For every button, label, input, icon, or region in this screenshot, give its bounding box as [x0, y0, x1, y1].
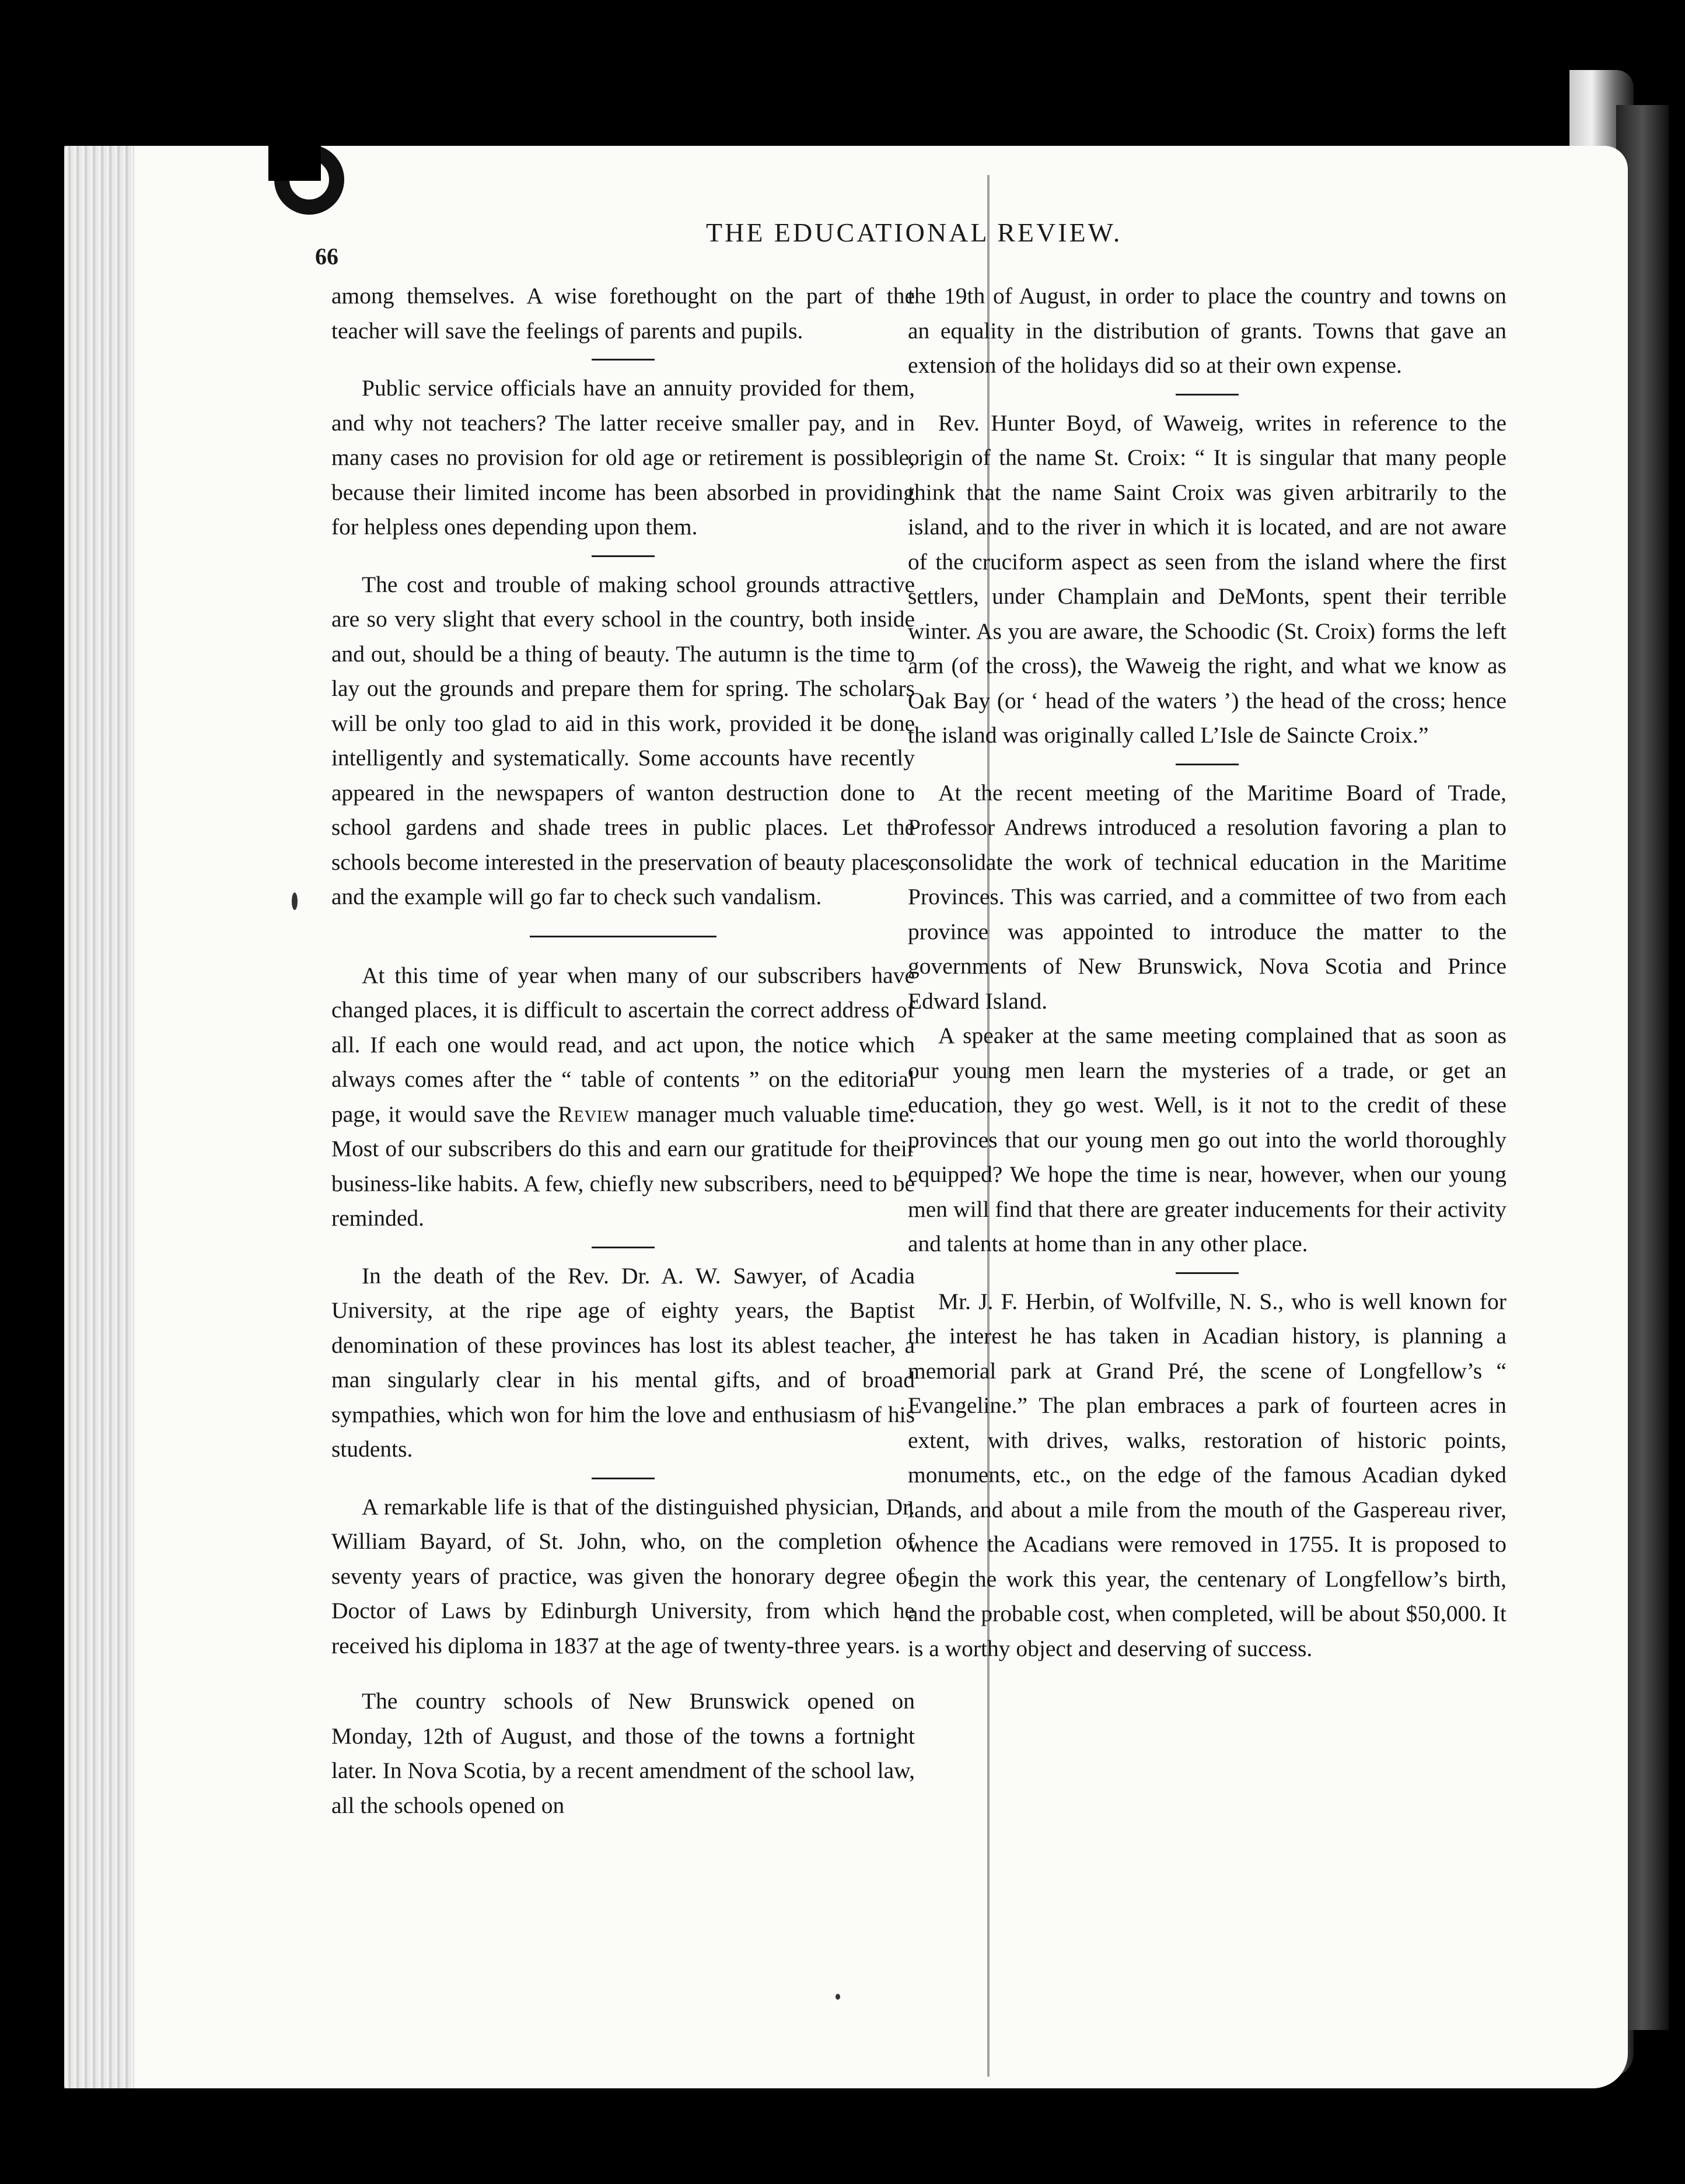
page-number: 66 — [315, 243, 338, 270]
page-edge-left — [64, 146, 134, 2088]
paragraph-left-2: Public service officials have an annuity provided for them, and why not teachers? The latter receive smaller pay, and in many cases no provision for old age or retirement is possible, because their limited income has been absorbed in providing for helpless ones depending upon them. — [331, 375, 915, 540]
left-column — [331, 279, 915, 1823]
page-header — [315, 217, 1540, 270]
paragraph-left-7: The country schools of New Brunswick opened on Monday, 12th of August, and those of the towns a fortnight later. In Nova Scotia, by a recent amendment of the school law, all the schools opened on — [331, 1688, 915, 1818]
paragraph-right-1: the 19th of August, in order to place the country and towns on an equality in the distribution of grants. Towns that gave an extension of the holidays did so at their own expense. — [908, 283, 1506, 378]
ring-shadow — [268, 134, 321, 181]
margin-speck — [292, 892, 298, 910]
paragraph-left-4-text-b: manager much valuable time. Most of our subscribers do this and earn our gratitude for their business-like habits. A few, chiefly new subscribers, need to be reminded. — [331, 1101, 915, 1231]
margin-speck — [835, 1994, 840, 2000]
paragraph-left-4 — [331, 958, 915, 1236]
paragraph-left-3: The cost and trouble of making school grounds attractive are so very slight that every school in the country, both inside and out, should be a thing of beauty. The autumn is the time to lay out the grounds and prepare them for spring. The scholars will be only too glad to aid in this work, provided it be done intelligently and systematically. Some accounts have recently appeared in the newspapers of wanton destruction done to school gardens and shade trees in public places. Let the schools become interested in the preservation of beauty places, and the example will go far to check such vandalism. — [331, 571, 915, 909]
paragraph-left-1: among themselves. A wise forethought on the part of the teacher will save the feelings of parents and pupils. — [331, 283, 915, 344]
paragraph-left-6: A remarkable life is that of the distinguished physician, Dr. William Bayard, of St. John, who, on the completion of seventy years of practice, was given the honorary degree of Doctor of Laws by Edinburgh University, from which he received his diploma in 1837 at the age of twenty-three years. — [331, 1493, 915, 1658]
paragraph-left-5: In the death of the Rev. Dr. A. W. Sawyer, of Acadia University, at the ripe age of eighty years, the Baptist denomination of these provinces has lost its ablest teacher, a man singularly clear in his mental gifts, and of broad sympathies, which won for him the love and enthusiasm of his students. — [331, 1262, 915, 1462]
paragraph-right-5: Mr. J. F. Herbin, of Wolfville, N. S., who is well known for the interest he has taken in Acadian history, is planning a memorial park at Grand Pré, the scene of Longfellow’s “ Evangeline.” The plan embraces a park of fourteen acres in extent, with drives, walks, restoration of historic points, monuments, etc., on the edge of the famous Acadian dyked lands, and about a mile from the mouth of the Gaspereau river, whence the Acadians were removed in 1755. It is proposed to begin the work this year, the centenary of Longfellow’s birth, and the probable cost, when completed, will be about $50,000. It is a worthy object and deserving of success. — [908, 1288, 1506, 1661]
running-title: THE EDUCATIONAL REVIEW. — [706, 218, 1123, 247]
review-small-caps: Review — [558, 1101, 630, 1127]
paragraph-right-4: A speaker at the same meeting complained that as soon as our young men learn the mysteries of a trade, or get an education, they go west. Well, is it not to the credit of these provinces that our young men go out into the world thoroughly equipped? We hope the time is near, however, when our young men will find that there are greater inducements for their activity and talents at home than in any other place. — [908, 1023, 1506, 1256]
paragraph-right-2: Rev. Hunter Boyd, of Waweig, writes in reference to the origin of the name St. Croix: “ It is singular that many people think that the name Saint Croix was given arbitrarily to the island, and to the river in which it is located, and are not aware of the cruciform aspect as seen from the island where the first settlers, under Champlain and DeMonts, spent their terrible winter. As you are aware, the Schoodic (St. Croix) forms the left arm (of the cross), the Waweig the right, and what we know as Oak Bay (or ‘ head of the waters ’) the head of the cross; hence the island was originally called L’Isle de Saincte Croix.” — [908, 410, 1506, 748]
paragraph-left-4-text-a: At this time of year when many of our subscribers have changed places, it is difficult to ascertain the correct address of all. If each one would read, and act upon, the notice which always comes after the “ table of contents ” on the editorial page, it would save the — [331, 962, 915, 1127]
paragraph-right-3: At the recent meeting of the Maritime Board of Trade, Professor Andrews introduced a resolution favoring a plan to consolidate the work of technical education in the Maritime Provinces. This was carried, and a committee of two from each province was appointed to introduce the matter to the governments of New Brunswick, Nova Scotia and Prince Edward Island. — [908, 779, 1506, 1014]
right-column — [908, 279, 1506, 1666]
